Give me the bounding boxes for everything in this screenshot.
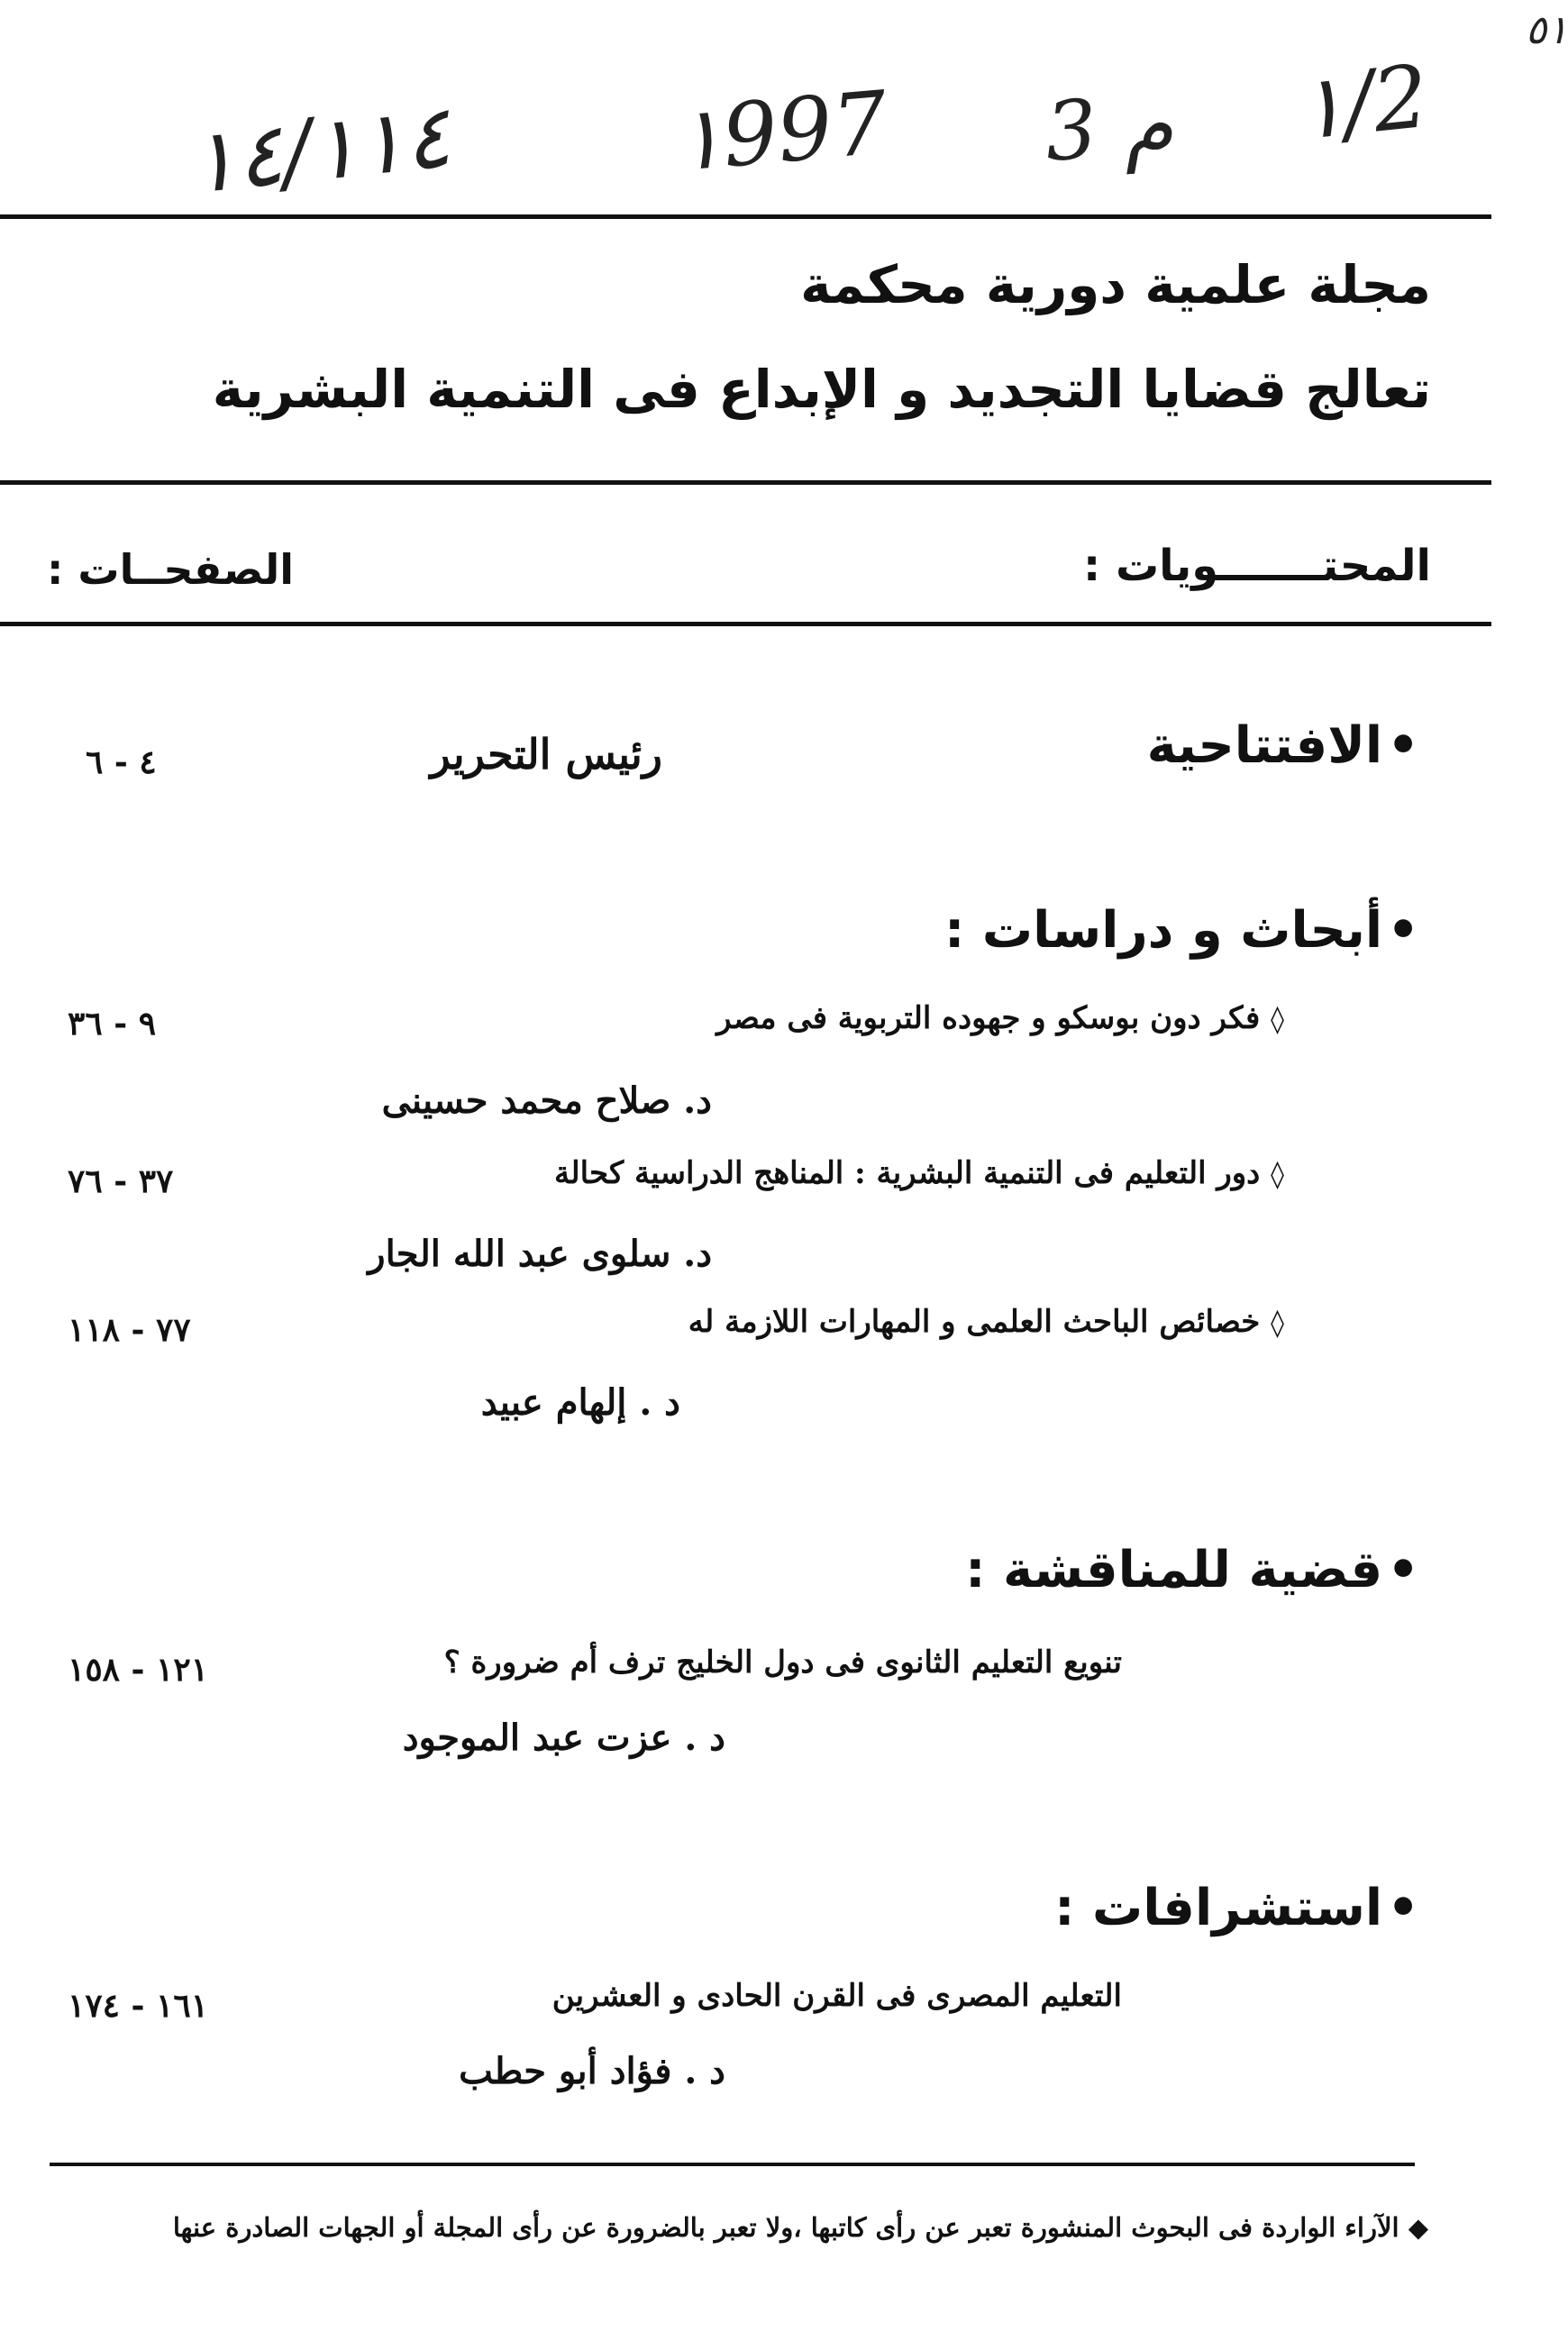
- top-rule: [0, 214, 1491, 219]
- research-item-3-title: [688, 1304, 1284, 1340]
- handwritten-corner-note: ٥١: [1525, 7, 1568, 53]
- section-bullet: •: [1387, 1541, 1419, 1599]
- footnote-rule: [50, 2163, 1415, 2166]
- research-item-2-pages: ٣٧ - ٧٦: [68, 1162, 174, 1200]
- foresight-item-author: د . فؤاد أبو حطب: [459, 2050, 725, 2092]
- research-item-2-title: [554, 1155, 1284, 1191]
- diamond-marker-icon: ◊: [1271, 1307, 1284, 1339]
- research-item-3-author: د . إلهام عبيد: [480, 1381, 680, 1424]
- journal-subtitle: تعالج قضايا التجديد و الإبداع فى التنمية البشرية: [212, 359, 1431, 420]
- section-title: استشرافات :: [1054, 1879, 1383, 1937]
- research-item-3-pages: ٧٧ - ١١٨: [68, 1311, 191, 1349]
- foresight-item-pages: ١٦١ - ١٧٤: [68, 1987, 209, 2025]
- diamond-marker-icon: ◊: [1271, 1159, 1284, 1190]
- discussion-item-author: د . عزت عبد الموجود: [402, 1717, 725, 1759]
- section-bullet: •: [1387, 901, 1419, 960]
- item-title-text: فكر دون بوسكو و جهوده التربوية فى مصر: [716, 1000, 1261, 1036]
- section-title: الافتتاحية: [1146, 716, 1383, 775]
- editorial-author: رئيس التحرير: [430, 730, 662, 779]
- section-bullet: •: [1387, 1879, 1419, 1937]
- section-research: [944, 901, 1419, 960]
- research-item-1-author: د. صلاح محمد حسينى: [381, 1079, 712, 1122]
- foresight-item-title: التعليم المصرى فى القرن الحادى و العشرين: [552, 1978, 1122, 2014]
- footnote-marker-icon: ◆: [1408, 2212, 1428, 2243]
- footnote-text: الآراء الواردة فى البحوث المنشورة تعبر عن رأى كاتبها ،ولا تعبر بالضرورة عن رأى المجلة أو الجهات الصادرة عنها: [172, 2212, 1399, 2243]
- contents-label: المحتـــــــويات :: [1083, 541, 1431, 591]
- section-title: قضية للمناقشة :: [965, 1541, 1383, 1599]
- handwritten-year: ١997: [671, 71, 892, 192]
- item-title-text: خصائص الباحث العلمى و المهارات اللازمة له: [688, 1304, 1261, 1340]
- research-item-2-author: د. سلوى عبد الله الجار: [368, 1233, 712, 1275]
- diamond-marker-icon: ◊: [1271, 1004, 1284, 1035]
- discussion-item-title: تنويع التعليم الثانوى فى دول الخليج ترف أم ضرورة ؟: [443, 1644, 1122, 1681]
- contents-bottom-rule: [0, 622, 1491, 626]
- editorial-pages: ٤ - ٦: [86, 743, 157, 781]
- research-item-1-pages: ٩ - ٣٦: [68, 1005, 157, 1043]
- section-title: أبحاث و دراسات :: [944, 901, 1383, 960]
- footnote: [173, 2212, 1428, 2243]
- section-foresight: [1054, 1879, 1419, 1937]
- journal-tagline: مجلة علمية دورية محكمة: [800, 254, 1431, 315]
- section-bullet: •: [1387, 716, 1419, 775]
- header-bottom-rule: [0, 480, 1491, 485]
- pages-label: الصفحــات :: [47, 545, 294, 594]
- research-item-1-title: [716, 1000, 1284, 1036]
- handwritten-issue: ١/2: [1292, 45, 1434, 160]
- item-title-text: دور التعليم فى التنمية البشرية : المناهج الدراسية كحالة: [554, 1155, 1261, 1191]
- section-discussion: [965, 1541, 1419, 1599]
- handwritten-volume: 3 م: [1042, 77, 1177, 180]
- discussion-item-pages: ١٢١ - ١٥٨: [68, 1651, 209, 1689]
- section-editorial: [1147, 716, 1419, 775]
- handwritten-reference: ١٤/١١٤: [184, 86, 456, 214]
